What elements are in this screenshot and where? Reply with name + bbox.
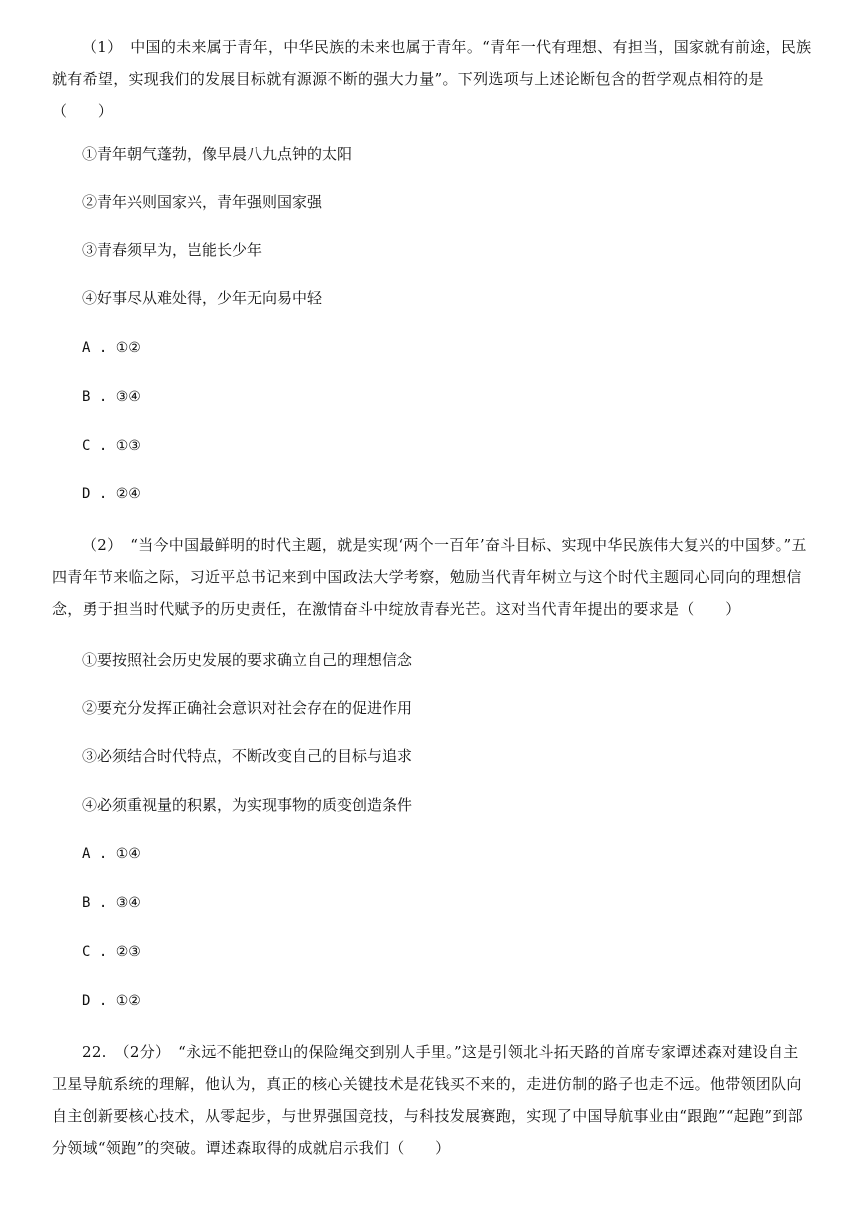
q1-option-c: C . ①③: [82, 438, 141, 454]
q2-statement-4: ④必须重视量的积累，为实现事物的质变创造条件: [82, 796, 413, 814]
q2-option-d: D . ①②: [82, 993, 141, 1009]
q1-statement-2: ②青年兴则国家兴，青年强则国家强: [82, 193, 323, 211]
q1-statement-3: ③青春须早为，岂能长少年: [82, 241, 263, 259]
q2-statement-1: ①要按照社会历史发展的要求确立自己的理想信念: [82, 651, 413, 669]
q2-option-c: C . ②③: [82, 944, 141, 960]
q1-option-b: B . ③④: [82, 389, 141, 405]
q1-statement-1: ①青年朝气蓬勃，像早晨八九点钟的太阳: [82, 145, 353, 163]
q1-stem: （1） 中国的未来属于青年，中华民族的未来也属于青年。“青年一代有理想、有担当，国家就有前途，民族就有希望，实现我们的发展目标就有源源不断的强大力量”。下列选项与上述论断包含的哲学观点相符的是（ ）: [52, 38, 812, 120]
q2-statement-2: ②要充分发挥正确社会意识对社会存在的促进作用: [82, 699, 413, 717]
q2-option-a: A . ①④: [82, 846, 141, 862]
q2-statement-3: ③必须结合时代特点，不断改变自己的目标与追求: [82, 747, 413, 765]
q1-option-d: D . ②④: [82, 486, 141, 502]
q22-stem: 22. （2分） “永远不能把登山的保险绳交到别人手里。”这是引领北斗拓天路的首席专家谭述森对建设自主卫星导航系统的理解，他认为，真正的核心关键技术是花钱买不来的，走进仿制的路子也走不远。他带领团队向自主创新要核心技术，从零起步，与世界强国竞技，与科技发展赛跑，实现了中国导航事业由“跟跑”“起跑”到部分领域“领跑”的突破。谭述森取得的成就启示我们（ ）: [52, 1043, 803, 1157]
q1-statement-4: ④好事尽从难处得，少年无向易中轻: [82, 289, 323, 307]
q1-option-a: A . ①②: [82, 340, 141, 356]
q2-stem: （2） “当今中国最鲜明的时代主题，就是实现‘两个一百年’奋斗目标、实现中华民族伟大复兴的中国梦。”五四青年节来临之际，习近平总书记来到中国政法大学考察，勉励当代青年树立与这个时代主题同心同向的理想信念，勇于担当时代赋予的历史责任，在激情奋斗中绽放青春光芒。这对当代青年提出的要求是（ ）: [52, 536, 807, 618]
q2-option-b: B . ③④: [82, 895, 141, 911]
